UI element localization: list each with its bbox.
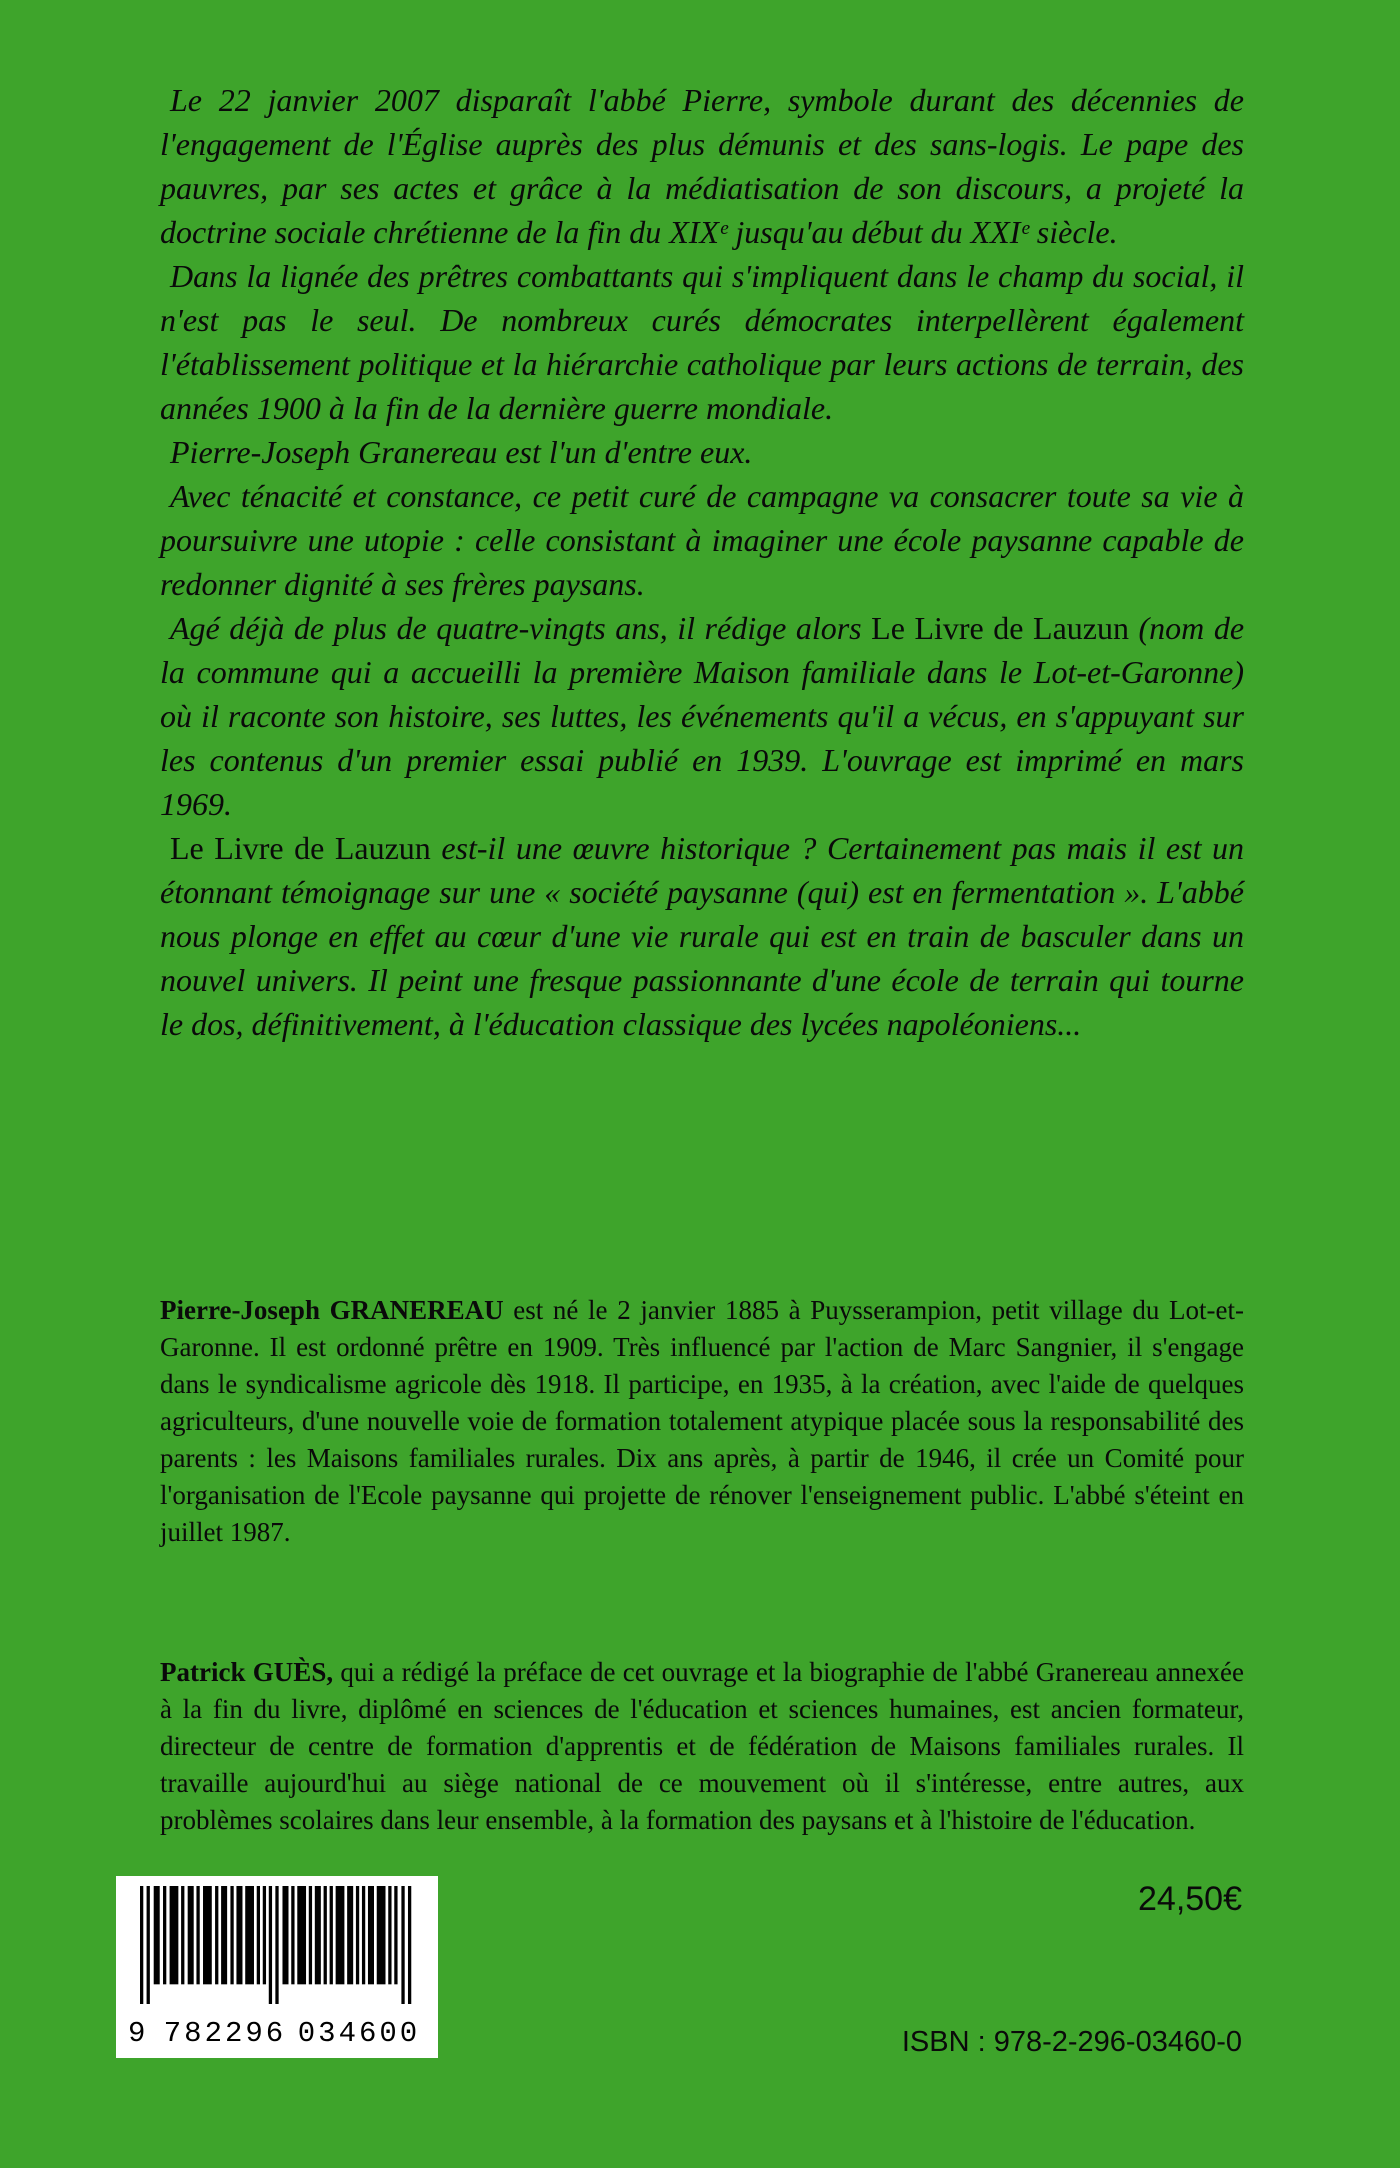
synopsis-paragraph-6 [160, 826, 1244, 1046]
barcode-digit-system: 9 [128, 2017, 146, 2050]
synopsis-paragraph-2: Dans la lignée des prêtres combattants qui s'impliquent dans le champ du social, il n'est pas le seul. De nombreux curés démocrates interpellèrent également l'établissement politique et la hiérarchie catholique par leurs actions de terrain, des années 1900 à la fin de la dernière guerre mondiale. [160, 258, 1244, 426]
preface-author-name: Patrick GUÈS, [160, 1657, 334, 1687]
author-biography-paragraph [160, 1292, 1244, 1551]
barcode-group-left: 782296 [163, 2017, 287, 2050]
synopsis-paragraph-5 [160, 606, 1244, 826]
isbn: ISBN : 978-2-296-03460-0 [901, 2026, 1242, 2058]
preface-author-biography [160, 1654, 1244, 1839]
barcode-group-right: 034600 [297, 2017, 421, 2050]
preface-author-biography-text: qui a rédigé la préface de cet ouvrage et la biographie de l'abbé Granereau annexée à la fin du livre, diplômé en sciences de l'éducation et sciences humaines, est ancien formateur, directeur de centre de formation d'apprentis et de fédération de Maisons familiales rurales. Il travaille aujourd'hui au siège national de ce mouvement où il s'intéresse, entre autres, aux problèmes scolaires dans leur ensemble, à la formation des paysans et à l'histoire de l'éducation. [160, 1657, 1244, 1835]
synopsis-paragraph-4: Avec ténacité et constance, ce petit curé de campagne va consacrer toute sa vie à poursuivre une utopie : celle consistant à imaginer une école paysanne capable de redonner dignité à ses frères paysans. [160, 478, 1244, 602]
barcode-number [128, 2017, 426, 2050]
preface-author-biography-paragraph [160, 1654, 1244, 1839]
synopsis-text: (nom de la commune qui a accueilli la première Maison familiale dans le Lot-et-Garonne) où il raconte son histoire, ses luttes, les événements qu'il a vécus, en s'appuyant sur les contenus d'un premier essai publié en 1939. L'ouvrage est imprimé en mars 1969. [160, 610, 1245, 822]
author-biography [160, 1292, 1244, 1551]
book-title-mention: Le Livre de Lauzun [871, 610, 1129, 646]
synopsis-paragraph-1: Le 22 janvier 2007 disparaît l'abbé Pierre, symbole durant des décennies de l'engagement de l'Église auprès des plus démunis et des sans-logis. Le pape des pauvres, par ses actes et grâce à la médiatisation de son discours, a projeté la doctrine sociale chrétienne de la fin du XIXᵉ jusqu'au début du XXIᵉ siècle. [160, 82, 1244, 250]
author-name: Pierre-Joseph GRANEREAU [160, 1295, 504, 1325]
barcode-bars-icon [140, 1886, 414, 2004]
price: 24,50€ [1138, 1880, 1242, 1918]
book-title-mention: Le Livre de Lauzun [170, 830, 431, 866]
synopsis-text: est-il une œuvre historique ? Certainement pas mais il est un étonnant témoignage sur une « société paysanne (qui) est en fermentation ». L'abbé nous plonge en effet au cœur d'une vie rurale qui est en train de basculer dans un nouvel univers. Il peint une fresque passionnante d'une école de terrain qui tourne le dos, définitivement, à l'éducation classique des lycées napoléoniens... [160, 830, 1245, 1042]
synopsis-paragraph-3: Pierre-Joseph Granereau est l'un d'entre eux. [170, 434, 753, 470]
synopsis-text: Agé déjà de plus de quatre-vingts ans, il rédige alors [170, 610, 872, 646]
barcode [116, 1876, 438, 2058]
author-biography-text: est né le 2 janvier 1885 à Puysserampion, petit village du Lot-et-Garonne. Il est ordonné prêtre en 1909. Très influencé par l'action de Marc Sangnier, il s'engage dans le syndicalisme agricole dès 1918. Il participe, en 1935, à la création, avec l'aide de quelques agriculteurs, d'une nouvelle voie de formation totalement atypique placée sous la responsabilité des parents : les Maisons familiales rurales. Dix ans après, à partir de 1946, il crée un Comité pour l'organisation de l'Ecole paysanne qui projette de rénover l'enseignement public. L'abbé s'éteint en juillet 1987. [160, 1295, 1245, 1547]
synopsis-block [160, 78, 1244, 1046]
